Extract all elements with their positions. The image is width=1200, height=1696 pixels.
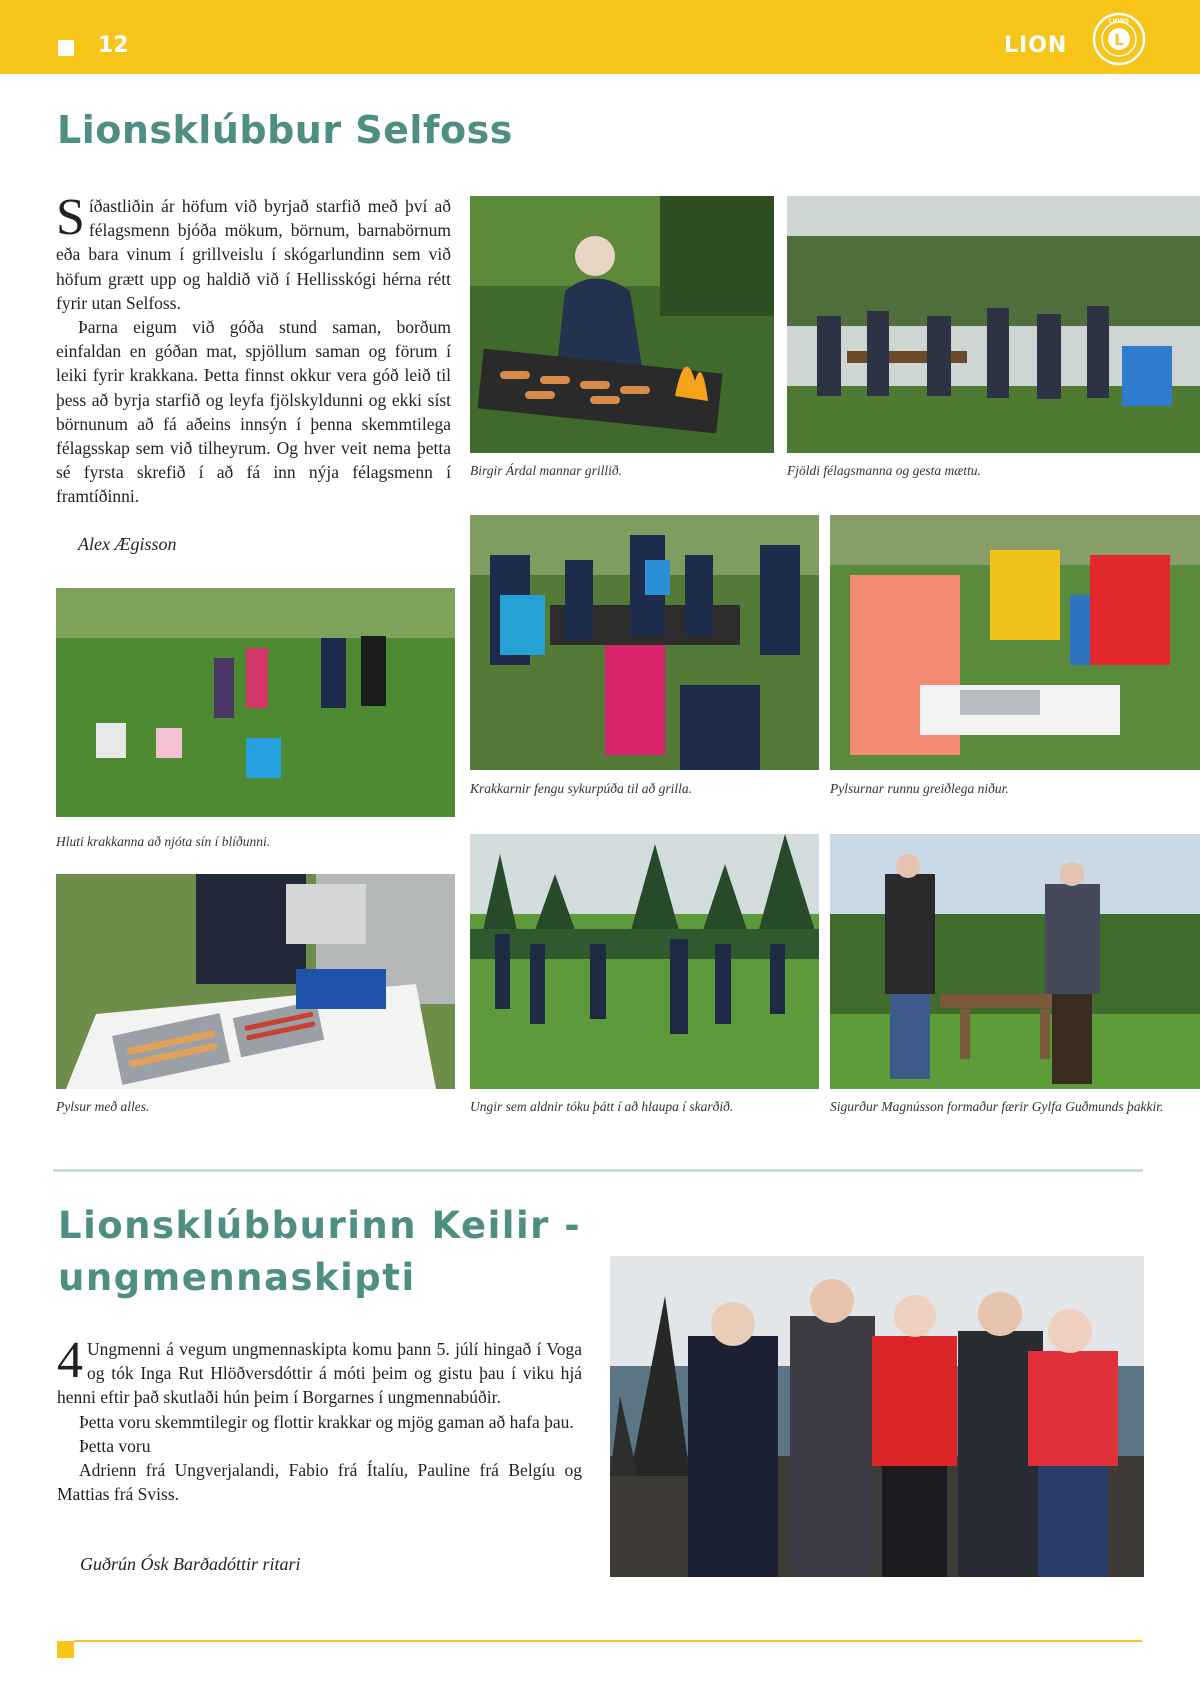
paragraph: Adrienn frá Ungverjalandi, Fabio frá Ítalíu, Pauline frá Belgíu og Mattias frá Sviss. (57, 1460, 582, 1505)
paragraph: Þarna eigum við góða stund saman, borðum einfaldan en góðan mat, spjöllum saman og förum í leiki fyrir krakkana. Þetta finnst okkur vera góð leið til þess að byrja starfið og leyfa fjölskyldunni og ekki síst börnunum að fá aðeins innsýn í þenna skemmtilega félagsskap sem við tilheyrum. Og hver veit nema þetta sé fyrsta skrefið í að fá inn nýja félagsmenn í framtíðinni. (56, 317, 451, 507)
footer-square-icon (57, 1641, 74, 1658)
paragraph (57, 1332, 582, 1410)
paragraph: Þetta voru skemmtilegir og flottir krakkar og mjög gaman að hafa þau. (79, 1411, 574, 1432)
drop-cap: S (56, 189, 85, 246)
article-body-selfoss (56, 189, 451, 509)
article-body-keilir (57, 1332, 582, 1506)
article-author: Alex Ægisson (78, 534, 177, 554)
paragraph: Þetta voru (79, 1435, 151, 1456)
caption-table: Pylsur með alles. (56, 1099, 150, 1114)
caption-game: Ungir sem aldnir tóku þátt í að hlaupa í skarðið. (470, 1099, 734, 1114)
footer-rule (74, 1640, 1142, 1642)
magazine-name: LION (1004, 33, 1068, 58)
photo-marshmallow (470, 515, 819, 770)
logo-text: LIONS (1108, 18, 1130, 25)
photo-game (470, 834, 819, 1089)
photo-table (56, 874, 455, 1089)
article-author: Guðrún Ósk Barðadóttir ritari (80, 1554, 301, 1574)
drop-cap: 4 (57, 1332, 83, 1389)
caption-marshmallow: Krakkarnir fengu sykurpúða til að grilla. (470, 781, 692, 796)
caption-grill: Birgir Árdal mannar grillið. (470, 463, 623, 478)
paragraph-text: íðastliðin ár höfum við byrjað starfið með því að félagsmenn bjóða mökum, börnum, barnabörnum eða bara vinum í grillveislu í skógarlundinn sem við höfum grætt upp og haldið við í Hellisskógi hérna rétt fyrir utan Selfoss. (56, 196, 451, 313)
photo-hotdogs (830, 515, 1200, 770)
paragraph (56, 189, 451, 315)
article-title-keilir: Lionsklúbburinn Keilir - ungmennaskipti (58, 1204, 582, 1299)
article-title-selfoss: Lionsklúbbur Selfoss (57, 108, 513, 152)
caption-hotdogs: Pylsurnar runnu greiðlega niður. (830, 781, 1009, 796)
lions-emblem-icon (1092, 12, 1146, 66)
section-divider (53, 1169, 1143, 1172)
caption-chairman: Sigurður Magnússon formaður færir Gylfa Guðmunds þakkir. (830, 1099, 1164, 1114)
page-header (0, 0, 1200, 74)
photo-crowd (787, 196, 1200, 453)
photo-kids (56, 588, 455, 817)
paragraph-text: Ungmenni á vegum ungmennaskipta komu þann 5. júlí hingað í Voga og tók Inga Rut Hlöðversdóttir á móti þeim og gistu þau í viku hjá henni eftir það skutlaði hún þeim í Borgarnes í ungmennabúðir. (57, 1339, 582, 1408)
caption-kids: Hluti krakkanna að njóta sín í blíðunni. (56, 834, 271, 849)
caption-crowd: Fjöldi félagsmanna og gesta mættu. (787, 463, 981, 478)
photo-grill (470, 196, 774, 453)
photo-group (610, 1256, 1144, 1577)
page-number: 12 (98, 33, 129, 58)
header-square-icon (58, 40, 74, 56)
photo-chairman (830, 834, 1200, 1089)
svg-text:L: L (1114, 31, 1124, 49)
